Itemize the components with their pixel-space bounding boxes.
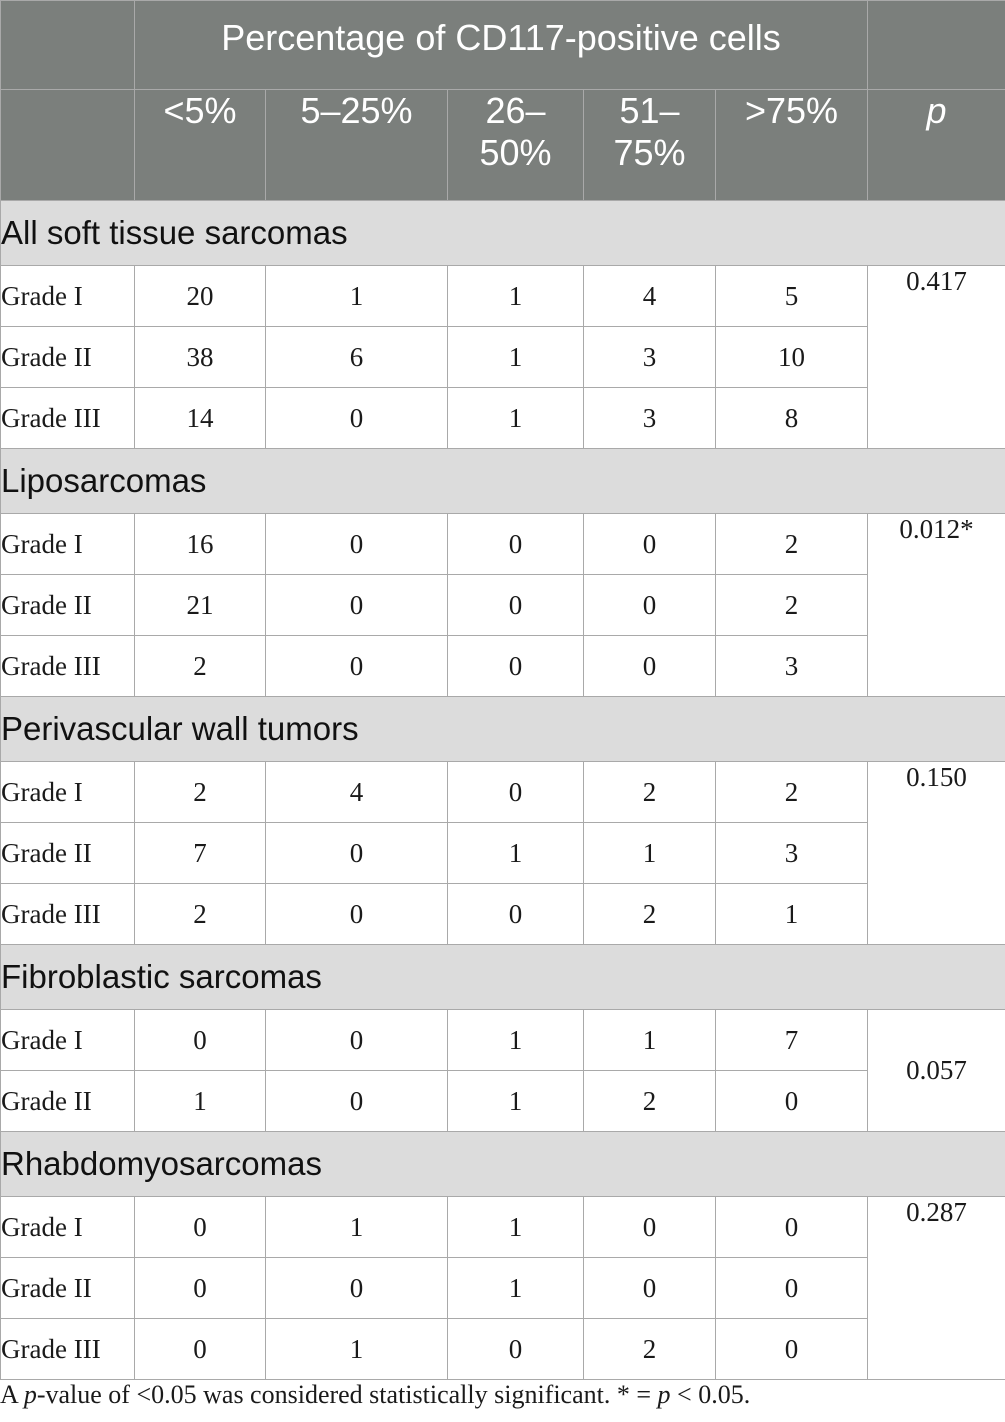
count-cell: 5 [716,266,868,327]
count-cell: 6 [266,327,448,388]
count-cell: 0 [716,1197,868,1258]
table-row [1,823,1005,884]
count-cell: 0 [266,823,448,884]
group-row [1,945,1005,1010]
count-cell: 1 [448,327,584,388]
count-cell: 0 [266,514,448,575]
grade-label: Grade I [1,762,135,823]
count-cell: 1 [584,1010,716,1071]
count-cell: 2 [584,884,716,945]
table-header [1,1,1005,201]
count-cell: 0 [266,1071,448,1132]
count-cell: 0 [584,636,716,697]
table-row [1,388,1005,449]
group-row [1,449,1005,514]
grade-label: Grade III [1,884,135,945]
table-row [1,762,1005,823]
table-row [1,884,1005,945]
table-row [1,514,1005,575]
count-cell: 14 [135,388,266,449]
count-cell: 3 [584,388,716,449]
count-cell: 1 [448,266,584,327]
count-cell: 0 [448,762,584,823]
table-row [1,1197,1005,1258]
grade-label: Grade I [1,1197,135,1258]
count-cell: 2 [716,575,868,636]
group-title: Fibroblastic sarcomas [1,945,1005,1010]
count-cell: 4 [266,762,448,823]
group-row [1,1132,1005,1197]
group-row [1,201,1005,266]
count-cell: 0 [266,1258,448,1319]
count-cell: 10 [716,327,868,388]
count-cell: 1 [448,388,584,449]
count-cell: 1 [266,266,448,327]
count-cell: 0 [448,514,584,575]
table-row [1,1319,1005,1380]
count-cell: 8 [716,388,868,449]
count-cell: 1 [448,1258,584,1319]
count-cell: 0 [448,1319,584,1380]
count-cell: 1 [266,1197,448,1258]
footnote: A p-value of <0.05 was considered statistically significant. * = p < 0.05. [0,1380,751,1409]
count-cell: 16 [135,514,266,575]
count-cell: 2 [584,762,716,823]
count-cell: 0 [135,1319,266,1380]
grade-label: Grade III [1,1319,135,1380]
count-cell: 38 [135,327,266,388]
count-cell: 0 [716,1319,868,1380]
count-cell: 1 [716,884,868,945]
count-cell: 21 [135,575,266,636]
grade-label: Grade I [1,514,135,575]
p-value-cell: 0.417 [868,266,1005,449]
count-cell: 0 [716,1071,868,1132]
header-blank-left [1,90,135,201]
count-cell: 0 [266,1010,448,1071]
grade-label: Grade II [1,1258,135,1319]
header-blank [1,1,135,90]
count-cell: 2 [135,884,266,945]
count-cell: 7 [716,1010,868,1071]
col-header: >75% [716,90,868,201]
table-row [1,575,1005,636]
group-title: Liposarcomas [1,449,1005,514]
count-cell: 0 [584,575,716,636]
count-cell: 0 [584,1258,716,1319]
table-row [1,327,1005,388]
p-header: p [868,90,1005,201]
count-cell: 0 [266,636,448,697]
count-cell: 3 [584,327,716,388]
count-cell: 0 [135,1258,266,1319]
grade-label: Grade II [1,327,135,388]
table-row [1,266,1005,327]
group-title: Perivascular wall tumors [1,697,1005,762]
p-value-cell: 0.012* [868,514,1005,697]
count-cell: 2 [584,1319,716,1380]
p-value-cell: 0.287 [868,1197,1005,1380]
count-cell: 2 [716,762,868,823]
group-title: All soft tissue sarcomas [1,201,1005,266]
count-cell: 0 [135,1197,266,1258]
col-header: 5–25% [266,90,448,201]
col-header: 51–75% [584,90,716,201]
grade-label: Grade II [1,1071,135,1132]
count-cell: 1 [448,1071,584,1132]
table-body [1,201,1005,1380]
count-cell: 1 [584,823,716,884]
count-cell: 0 [448,636,584,697]
count-cell: 0 [266,388,448,449]
header-blank-right [868,1,1005,90]
count-cell: 2 [135,762,266,823]
group-title: Rhabdomyosarcomas [1,1132,1005,1197]
count-cell: 7 [135,823,266,884]
count-cell: 0 [584,514,716,575]
count-cell: 0 [448,884,584,945]
count-cell: 2 [716,514,868,575]
col-header: 26–50% [448,90,584,201]
count-cell: 20 [135,266,266,327]
group-row [1,697,1005,762]
table-row [1,1071,1005,1132]
count-cell: 0 [135,1010,266,1071]
header-main: Percentage of CD117-positive cells [135,1,868,90]
count-cell: 2 [135,636,266,697]
table-row [1,636,1005,697]
count-cell: 4 [584,266,716,327]
grade-label: Grade I [1,266,135,327]
grade-label: Grade III [1,636,135,697]
count-cell: 1 [135,1071,266,1132]
count-cell: 3 [716,636,868,697]
count-cell: 0 [266,884,448,945]
count-cell: 3 [716,823,868,884]
count-cell: 0 [716,1258,868,1319]
count-cell: 0 [266,575,448,636]
p-value-cell: 0.150 [868,762,1005,945]
count-cell: 1 [448,823,584,884]
count-cell: 0 [448,575,584,636]
count-cell: 1 [448,1197,584,1258]
grade-label: Grade I [1,1010,135,1071]
count-cell: 1 [448,1010,584,1071]
col-header: <5% [135,90,266,201]
grade-label: Grade II [1,823,135,884]
table-row [1,1010,1005,1071]
count-cell: 1 [266,1319,448,1380]
p-value-cell: 0.057 [868,1010,1005,1132]
grade-label: Grade II [1,575,135,636]
grade-label: Grade III [1,388,135,449]
table-row [1,1258,1005,1319]
count-cell: 0 [584,1197,716,1258]
count-cell: 2 [584,1071,716,1132]
